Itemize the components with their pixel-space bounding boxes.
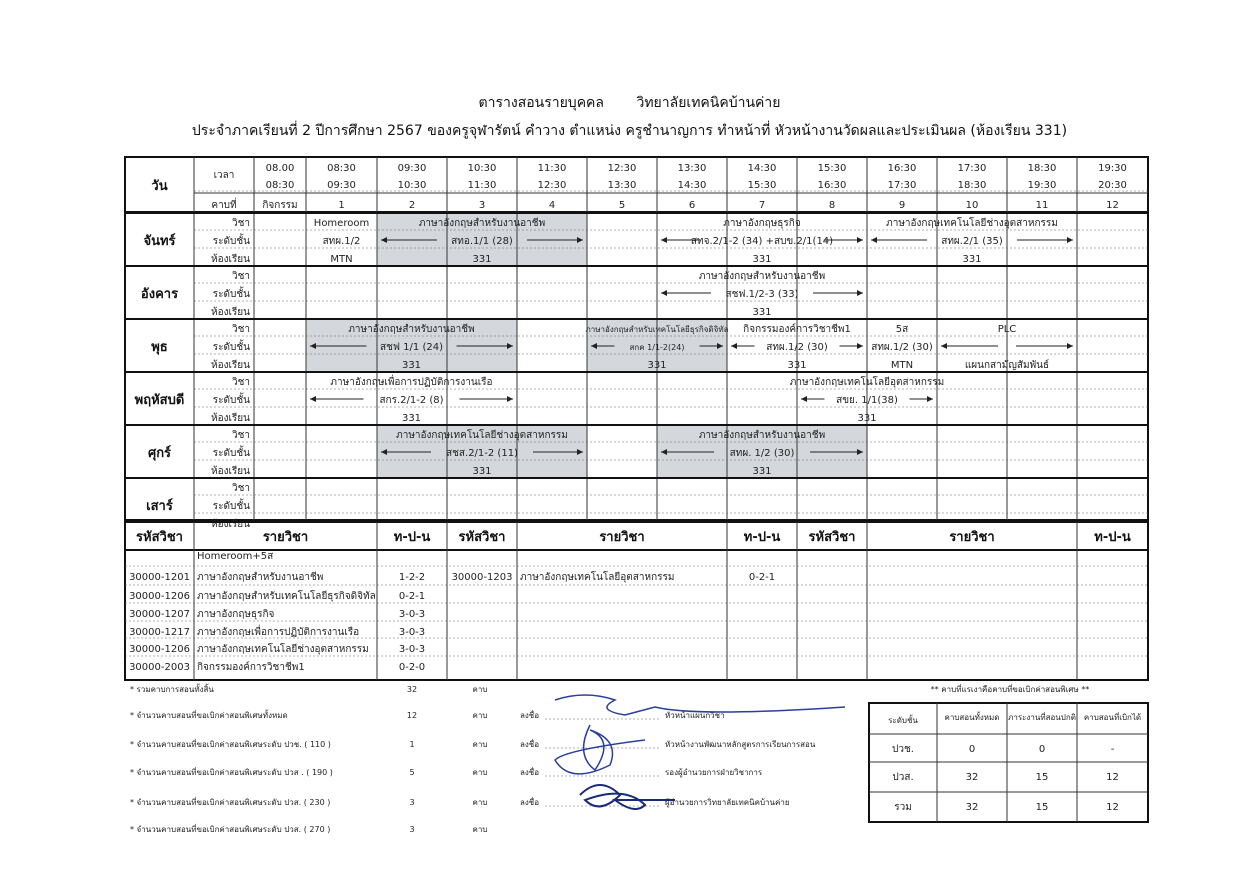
time-end: 13:30: [607, 180, 637, 191]
summary-unit: คาบ: [472, 685, 488, 694]
time-start: 10:30: [467, 163, 497, 174]
block-room: 331: [787, 360, 807, 371]
block-room: 331: [752, 254, 772, 265]
time-start: 18:30: [1027, 163, 1057, 174]
day-name: เสาร์: [146, 499, 173, 514]
time-end: 09:30: [327, 180, 356, 191]
period-number: 2: [408, 200, 416, 211]
subject-name: กิจกรรมองค์การวิชาชีพ1: [197, 662, 305, 673]
block-subject: ภาษาอังกฤษสำหรับเทคโนโลยีธุรกิจดิจิทัล: [585, 325, 729, 334]
subject-tpn: 0-2-0: [398, 662, 426, 673]
subject-header: รายวิชา: [262, 530, 309, 545]
block-subject: ภาษาอังกฤษสำหรับงานอาชีพ: [348, 324, 475, 335]
summary-label: * จำนวนคาบสอนที่ขอเบิกค่าสอนพิเศษระดับ ปวส. ( 230 ): [130, 798, 331, 807]
block-level: สขย. 1/1(38): [836, 395, 898, 406]
row-label-level: ระดับชั้น: [212, 448, 250, 459]
subject-tpn: 0-2-1: [748, 572, 776, 583]
period-number: 12: [1106, 200, 1119, 211]
summary-table-cell: รวม: [894, 802, 912, 813]
subject-name: ภาษาอังกฤษเพื่อการปฏิบัติการงานเรือ: [197, 627, 360, 638]
block-subject: ภาษาอังกฤษเทคโนโลยีช่างอุตสาหกรรม: [886, 218, 1058, 229]
block-room: แผนกสามัญสัมพันธ์: [964, 360, 1050, 371]
block-level: สทผ.1/2: [322, 236, 361, 247]
block-room: 331: [752, 307, 772, 318]
summary-value: 12: [406, 711, 418, 720]
subject-name: ภาษาอังกฤษเทคโนโลยีช่างอุตสาหกรรม: [197, 644, 369, 655]
subject-header: รหัสวิชา: [458, 530, 506, 545]
time-end: 15:30: [747, 180, 777, 191]
time-end: 18:30: [957, 180, 987, 191]
period-number: 9: [898, 200, 906, 211]
summary-table-header: คาบสอนทั้งหมด: [944, 713, 1000, 722]
arrow-left-head: [661, 237, 667, 243]
period-number: 8: [828, 200, 836, 211]
time-start: 08.00: [265, 163, 295, 174]
row-label-subject: วิชา: [231, 483, 250, 494]
arrow-left-head: [871, 237, 877, 243]
row-label-room: ห้องเรียน: [211, 413, 250, 424]
summary-table-cell: 0: [1038, 744, 1046, 755]
period-number: 3: [478, 200, 486, 211]
period-number: 1: [338, 200, 345, 211]
subject-header: รายวิชา: [949, 530, 995, 545]
summary-table-cell: ปวช.: [892, 744, 914, 755]
period-number: 7: [758, 200, 766, 211]
summary-table-cell: -: [1110, 744, 1115, 755]
summary-label: * จำนวนคาบสอนที่ขอเบิกค่าสอนพิเศษทั้งหมด: [130, 711, 288, 720]
day-name: พฤหัสบดี: [134, 393, 185, 408]
activity-label: กิจกรรม: [262, 200, 298, 211]
time-end: 10:30: [397, 180, 427, 191]
day-name: อังคาร: [140, 287, 179, 302]
summary-value: 3: [409, 798, 415, 807]
shading-note: ** คาบที่แรเงาคือคาบที่ขอเบิกค่าสอนพิเศษ **: [930, 685, 1090, 694]
block-subject: ภาษาอังกฤษเพื่อการปฏิบัติการงานเรือ: [330, 377, 493, 388]
period-number: 10: [965, 200, 979, 211]
time-start: 13:30: [677, 163, 707, 174]
subject-tpn: 1-2-2: [398, 572, 426, 583]
subject-header: ท-ป-น: [743, 530, 781, 545]
summary-table-cell: 15: [1035, 802, 1049, 813]
block-level: สทผ.1/2 (30): [766, 342, 828, 353]
block-level: สทผ.1/2 (30): [871, 342, 933, 353]
day-name: ศุกร์: [147, 446, 172, 461]
period-number: 5: [618, 200, 626, 211]
arrow-right-head: [507, 396, 513, 402]
arrow-right-head: [857, 290, 863, 296]
summary-table-cell: 32: [965, 802, 979, 813]
summary-table-cell: 32: [965, 772, 979, 783]
summary-label: * จำนวนคาบสอนที่ขอเบิกค่าสอนพิเศษระดับ ปวส . ( 190 ): [130, 768, 333, 777]
subject-header: ท-ป-น: [393, 530, 431, 545]
row-label-subject: วิชา: [231, 324, 250, 335]
arrow-left-head: [661, 290, 667, 296]
subject-code: 30000-1217: [129, 627, 190, 638]
subject-header: รหัสวิชา: [136, 530, 183, 545]
subject-tpn: 0-2-1: [398, 591, 426, 602]
time-end: 12:30: [537, 180, 567, 191]
signature-3: [580, 785, 675, 809]
time-end: 16:30: [817, 180, 847, 191]
summary-unit: คาบ: [472, 825, 488, 834]
block-level: สชฟ.1/2-3 (33): [725, 289, 799, 300]
period-number: 11: [1035, 200, 1049, 211]
sign-label: ลงชื่อ: [520, 798, 540, 807]
block-subject: ภาษาอังกฤษสำหรับงานอาชีพ: [698, 271, 826, 282]
period-number: 6: [688, 200, 696, 211]
block-subject: กิจกรรมองค์การวิชาชีพ1: [743, 324, 851, 335]
time-start: 08:30: [327, 163, 356, 174]
row-label-level: ระดับชั้น: [212, 236, 250, 247]
summary-unit: คาบ: [472, 711, 488, 720]
time-end: 08:30: [265, 180, 295, 191]
title-right: วิทยาลัยเทคนิคบ้านค่าย: [636, 95, 781, 111]
block-subject: ภาษาอังกฤษธุรกิจ: [723, 218, 801, 229]
sign-label: ลงชื่อ: [520, 711, 540, 720]
summary-unit: คาบ: [472, 768, 488, 777]
time-start: 16:30: [887, 163, 917, 174]
row-label-room: ห้องเรียน: [211, 519, 250, 530]
row-label-room: ห้องเรียน: [211, 360, 250, 371]
block-room: 331: [472, 254, 492, 265]
period-label: คาบที่: [211, 200, 237, 211]
row-label-room: ห้องเรียน: [211, 466, 250, 477]
block-room: MTN: [330, 254, 353, 265]
time-start: 17:30: [957, 163, 987, 174]
time-start: 11:30: [537, 163, 567, 174]
summary-value: 5: [409, 768, 415, 777]
sign-label: ลงชื่อ: [520, 768, 540, 777]
time-end: 17:30: [887, 180, 917, 191]
summary-unit: คาบ: [472, 798, 488, 807]
block-level: สทผ. 1/2 (30): [729, 448, 795, 459]
time-label: เวลา: [213, 170, 235, 181]
subject-tpn: 3-0-3: [398, 627, 426, 638]
summary-table-cell: 0: [968, 744, 976, 755]
block-level: สชส.2/1-2 (11): [446, 448, 518, 459]
block-subject: PLC: [997, 324, 1017, 335]
row-label-subject: วิชา: [231, 377, 250, 388]
signature-2: [555, 725, 645, 774]
summary-table-cell: ปวส.: [892, 772, 914, 783]
title-left: ตารางสอนรายบุคคล: [478, 95, 605, 111]
time-start: 15:30: [817, 163, 847, 174]
row-label-level: ระดับชั้น: [212, 501, 250, 512]
summary-table-header: ระดับชั้น: [888, 716, 918, 725]
subject-code: 30000-1206: [129, 644, 190, 655]
block-subject: Homeroom: [313, 218, 370, 229]
subject-tpn: 3-0-3: [398, 644, 426, 655]
block-room: 331: [962, 254, 982, 265]
subject-code: 30000-2003: [129, 662, 190, 673]
time-end: 19:30: [1027, 180, 1057, 191]
row-label-subject: วิชา: [231, 271, 250, 282]
block-level: สทจ.2/1-2 (34) +สบข.2/1(14): [690, 236, 834, 247]
block-subject: ภาษาอังกฤษเทคโนโลยีอุตสาหกรรม: [789, 377, 945, 388]
arrow-left-head: [941, 343, 947, 349]
subject-name: ภาษาอังกฤษสำหรับงานอาชีพ: [197, 572, 324, 583]
summary-value: 32: [406, 685, 418, 694]
block-room: 331: [401, 360, 422, 371]
row-label-level: ระดับชั้น: [212, 289, 250, 300]
summary-table-header: คาบสอนที่เบิกได้: [1083, 713, 1142, 722]
subject-name: ภาษาอังกฤษธุรกิจ: [197, 609, 275, 620]
row-label-subject: วิชา: [231, 430, 250, 441]
summary-value: 3: [409, 825, 415, 834]
subject-name: ภาษาอังกฤษสำหรับเทคโนโลยีธุรกิจดิจิทัล: [197, 591, 376, 602]
block-subject: ภาษาอังกฤษเทคโนโลยีช่างอุตสาหกรรม: [396, 430, 568, 441]
summary-table-cell: 12: [1106, 802, 1119, 813]
block-subject: ภาษาอังกฤษสำหรับงานอาชีพ: [418, 218, 546, 229]
block-subject: ภาษาอังกฤษสำหรับงานอาชีพ: [698, 430, 826, 441]
document-subtitle: ประจำภาคเรียนที่ 2 ปีการศึกษา 2567 ของครูจุฬารัตน์ คำวาง ตำแหน่ง ครูชำนาญการ ทำหน้าที่ หัวหน้างานวัดผลและประเมินผล (ห้องเรียน 331): [191, 123, 1068, 139]
block-level: สทอ.1/1 (28): [451, 236, 513, 247]
subject-header: รายวิชา: [599, 530, 645, 545]
time-end: 11:30: [467, 180, 497, 191]
time-end: 20:30: [1098, 180, 1127, 191]
block-level: สทผ.2/1 (35): [941, 236, 1003, 247]
signer-title: หัวหน้าแผนกวิชา: [665, 711, 725, 720]
subject-header: รหัสวิชา: [808, 530, 856, 545]
arrow-left-head: [310, 396, 316, 402]
summary-label: * จำนวนคาบสอนที่ขอเบิกค่าสอนพิเศษระดับ ปวส. ( 270 ): [130, 825, 331, 834]
arrow-right-head: [857, 237, 863, 243]
summary-unit: คาบ: [472, 740, 488, 749]
summary-label: * รวมคาบการสอนทั้งสิ้น: [130, 685, 214, 694]
period-number: 4: [548, 200, 556, 211]
block-level: สชฟ 1/1 (24): [380, 342, 443, 353]
block-room: 331: [752, 466, 772, 477]
block-room: 331: [647, 360, 667, 371]
subject-tpn: 3-0-3: [398, 609, 426, 620]
subject-header: ท-ป-น: [1094, 530, 1131, 545]
arrow-right-head: [927, 396, 933, 402]
subject-code: 30000-1203: [451, 572, 513, 583]
signature-1: [555, 695, 845, 715]
time-start: 19:30: [1098, 163, 1127, 174]
row-label-level: ระดับชั้น: [212, 395, 250, 406]
day-name: จันทร์: [143, 234, 176, 249]
summary-table-header: ภาระงานที่สอนปกติ: [1008, 713, 1076, 722]
day-header: วัน: [151, 179, 168, 194]
subject-code: 30000-1207: [129, 609, 190, 620]
row-label-room: ห้องเรียน: [211, 254, 250, 265]
block-subject: 5ส: [895, 324, 909, 335]
subject-name: Homeroom+5ส: [197, 551, 274, 562]
row-label-room: ห้องเรียน: [211, 307, 250, 318]
arrow-left-head: [731, 343, 737, 349]
summary-table-cell: 12: [1106, 772, 1119, 783]
block-level: สกร.2/1-2 (8): [379, 395, 444, 406]
time-start: 14:30: [747, 163, 777, 174]
sign-label: ลงชื่อ: [520, 740, 540, 749]
summary-value: 1: [409, 740, 415, 749]
arrow-right-head: [857, 343, 863, 349]
arrow-right-head: [1067, 237, 1073, 243]
subject-code: 30000-1201: [129, 572, 190, 583]
arrow-right-head: [1067, 343, 1073, 349]
arrow-left-head: [801, 396, 807, 402]
summary-label: * จำนวนคาบสอนที่ขอเบิกค่าสอนพิเศษระดับ ปวช. ( 110 ): [130, 740, 331, 749]
signer-title: หัวหน้างานพัฒนาหลักสูตรการเรียนการสอน: [665, 740, 816, 749]
block-room: 331: [401, 413, 422, 424]
subject-name: ภาษาอังกฤษเทคโนโลยีอุตสาหกรรม: [520, 572, 675, 583]
day-name: พุธ: [151, 340, 168, 355]
time-start: 09:30: [397, 163, 427, 174]
summary-table-cell: 15: [1035, 772, 1049, 783]
block-room: 331: [857, 413, 877, 424]
block-room: 331: [472, 466, 492, 477]
time-end: 14:30: [677, 180, 707, 191]
signer-title: รองผู้อำนวยการฝ่ายวิชาการ: [665, 768, 763, 777]
row-label-subject: วิชา: [231, 218, 250, 229]
block-level: สกค 1/1-2(24): [629, 343, 685, 352]
row-label-level: ระดับชั้น: [212, 342, 250, 353]
time-start: 12:30: [607, 163, 637, 174]
signer-title: ผู้อำนวยการวิทยาลัยเทคนิคบ้านค่าย: [665, 798, 790, 807]
block-room: MTN: [890, 360, 914, 371]
subject-code: 30000-1206: [129, 591, 190, 602]
